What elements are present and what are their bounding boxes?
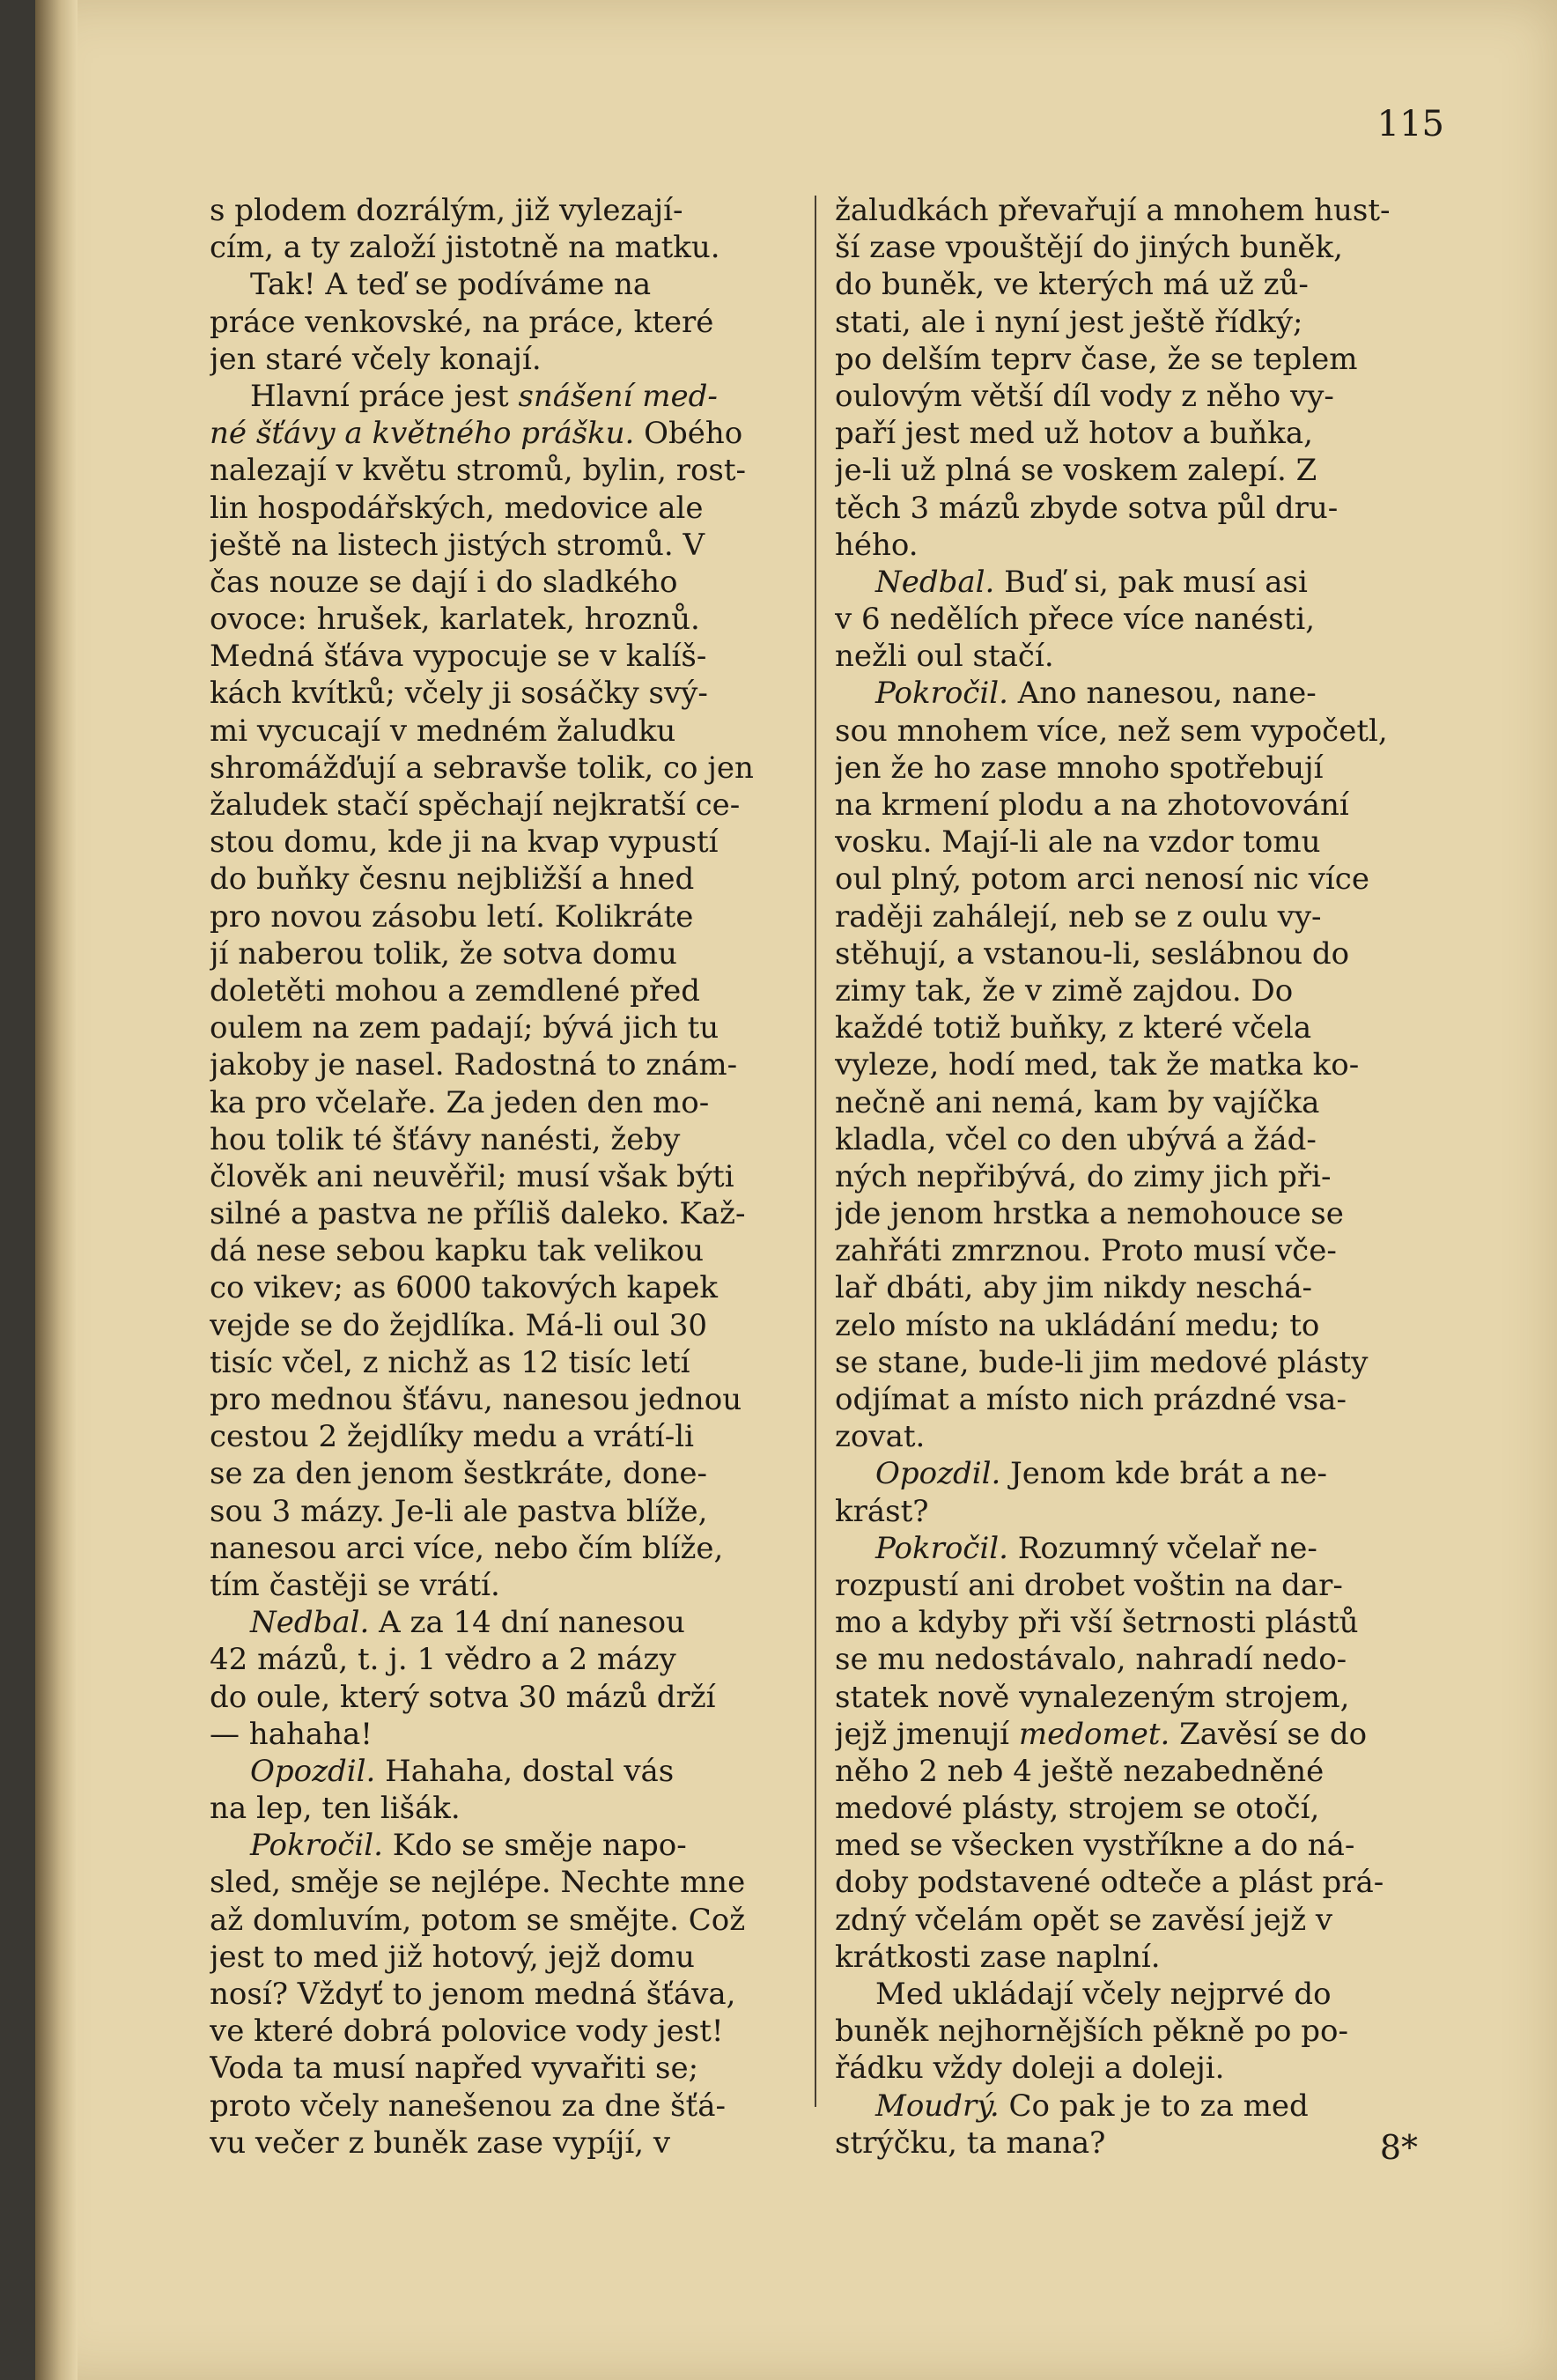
line-text: ných nepřibývá, do zimy jich při- bbox=[835, 1158, 1332, 1194]
line-text: každé totiž buňky, z které včela bbox=[835, 1010, 1312, 1046]
text-line bbox=[835, 2013, 1435, 2050]
line-text: tisíc včel, z nichž as 12 tisíc letí bbox=[210, 1344, 690, 1380]
italic-phrase: né šťávy a květného prášku. bbox=[210, 416, 635, 452]
text-line bbox=[835, 1716, 1435, 1753]
line-text: zimy tak, že v zimě zajdou. Do bbox=[835, 972, 1294, 1009]
text-line bbox=[835, 341, 1435, 378]
line-text: hou tolik té šťávy nanésti, žeby bbox=[210, 1121, 681, 1157]
line-text: ší zase vpouštějí do jiných buněk, bbox=[835, 230, 1343, 266]
text-line bbox=[835, 2088, 1435, 2125]
text-line bbox=[835, 304, 1435, 341]
text-line bbox=[835, 1902, 1435, 1939]
text-line bbox=[835, 1046, 1435, 1083]
column-divider bbox=[815, 196, 816, 2107]
line-text: sou mnohem více, než sem vypočetl, bbox=[835, 713, 1388, 749]
line-text: dá nese sebou kapku tak velikou bbox=[210, 1233, 705, 1269]
line-text: medové plásty, strojem se otočí, bbox=[835, 1791, 1320, 1827]
line-text: sled, směje se nejlépe. Nechte mne bbox=[210, 1865, 746, 1901]
line-text: silné a pastva ne příliš daleko. Kaž- bbox=[210, 1196, 746, 1232]
line-text: lin hospodářských, medovice ale bbox=[210, 490, 704, 526]
line-text: nalezají v květu stromů, bylin, rost- bbox=[210, 453, 747, 489]
text-line bbox=[835, 1344, 1435, 1381]
text-line bbox=[210, 452, 798, 489]
line-text: oul plný, potom arci nenosí nic více bbox=[835, 861, 1369, 898]
line-text: Obého bbox=[634, 416, 743, 452]
line-text: jakoby je nasel. Radostná to znám- bbox=[210, 1047, 738, 1083]
text-line bbox=[835, 452, 1435, 489]
text-line bbox=[835, 1158, 1435, 1195]
text-line bbox=[210, 750, 798, 787]
text-line bbox=[835, 1864, 1435, 1901]
book-page bbox=[35, 0, 1557, 2380]
text-line bbox=[210, 1121, 798, 1158]
text-line bbox=[835, 787, 1435, 824]
text-line bbox=[210, 861, 798, 898]
line-text: v 6 nedělích přece více nanésti, bbox=[835, 602, 1315, 638]
text-line bbox=[835, 490, 1435, 527]
text-line bbox=[210, 1046, 798, 1083]
line-text: jen staré včely konají. bbox=[210, 341, 542, 377]
italic-phrase: Pokročil. bbox=[875, 676, 1008, 712]
text-line bbox=[835, 1121, 1435, 1158]
text-line bbox=[210, 1790, 798, 1827]
text-line bbox=[835, 415, 1435, 452]
line-text: krást? bbox=[835, 1493, 929, 1529]
text-line bbox=[210, 1195, 798, 1232]
text-line bbox=[835, 564, 1435, 601]
italic-phrase: Nedbal. bbox=[250, 1605, 370, 1641]
text-line bbox=[210, 1641, 798, 1678]
line-text: na lep, ten lišák. bbox=[210, 1791, 461, 1827]
text-line bbox=[210, 2050, 798, 2087]
text-line bbox=[210, 490, 798, 527]
text-line bbox=[210, 2013, 798, 2050]
line-text: Voda ta musí napřed vyvařiti se; bbox=[210, 2051, 699, 2087]
line-text: vyleze, hodí med, tak že matka ko- bbox=[835, 1047, 1360, 1083]
line-text: buněk nejhornějších pěkně po po- bbox=[835, 2014, 1348, 2050]
text-line bbox=[210, 1084, 798, 1121]
text-line bbox=[835, 1939, 1435, 1976]
text-line bbox=[835, 2050, 1435, 2087]
line-text: zahřáti zmrznou. Proto musí vče- bbox=[835, 1233, 1337, 1269]
line-text: A za 14 dní nanesou bbox=[369, 1605, 685, 1641]
line-text: cestou 2 žejdlíky medu a vrátí-li bbox=[210, 1419, 695, 1455]
text-line bbox=[210, 1530, 798, 1567]
italic-phrase: Opozdil. bbox=[875, 1456, 1001, 1492]
line-text: nosí? Vždyť to jenom medná šťáva, bbox=[210, 1977, 736, 2012]
right-column bbox=[835, 192, 1435, 2162]
line-text: zovat. bbox=[835, 1419, 926, 1455]
text-line bbox=[835, 1827, 1435, 1864]
text-line bbox=[210, 304, 798, 341]
signature-mark: 8* bbox=[1379, 2128, 1418, 2167]
text-line bbox=[835, 1381, 1435, 1418]
text-line bbox=[210, 527, 798, 564]
line-text: se za den jenom šestkráte, done- bbox=[210, 1456, 707, 1492]
line-text: na krmení plodu a na zhotovování bbox=[835, 787, 1349, 823]
text-line bbox=[210, 1158, 798, 1195]
line-text: zelo místo na ukládání medu; to bbox=[835, 1307, 1320, 1343]
line-text: stati, ale i nyní jest ještě řídký; bbox=[835, 304, 1303, 340]
line-text: stěhují, a vstanou-li, seslábnou do bbox=[835, 935, 1350, 972]
text-line bbox=[835, 1567, 1435, 1604]
line-text: Kdo se směje napo- bbox=[382, 1828, 687, 1864]
line-text: se stane, bude-li jim medové plásty bbox=[835, 1344, 1369, 1380]
line-text: jen že ho zase mnoho spotřebují bbox=[835, 750, 1324, 786]
text-line bbox=[835, 1753, 1435, 1790]
text-line bbox=[835, 266, 1435, 303]
line-text: Rozumný včelař ne- bbox=[1007, 1530, 1317, 1566]
line-text: lař dbáti, aby jim nikdy neschá- bbox=[835, 1270, 1312, 1306]
text-line bbox=[210, 229, 798, 266]
line-text: sou 3 mázy. Je-li ale pastva blíže, bbox=[210, 1493, 708, 1529]
text-line bbox=[210, 2125, 798, 2162]
text-line bbox=[210, 824, 798, 861]
text-line bbox=[835, 1976, 1435, 2013]
italic-phrase: Opozdil. bbox=[250, 1753, 376, 1789]
text-line bbox=[835, 1195, 1435, 1232]
line-text: mi vycucají v medném žaludku bbox=[210, 713, 676, 749]
line-text: Jenom kde brát a ne- bbox=[1000, 1456, 1327, 1492]
line-text: se mu nedostávalo, nahradí nedo- bbox=[835, 1642, 1347, 1678]
line-text: strýčku, ta mana? bbox=[835, 2125, 1106, 2161]
line-text: hého. bbox=[835, 527, 919, 563]
line-text: po delším teprv čase, že se teplem bbox=[835, 341, 1358, 377]
text-line bbox=[835, 527, 1435, 564]
text-line bbox=[210, 1344, 798, 1381]
italic-phrase: Pokročil. bbox=[875, 1530, 1008, 1566]
text-line bbox=[210, 1493, 798, 1530]
text-line bbox=[210, 1864, 798, 1901]
text-line bbox=[835, 638, 1435, 675]
text-line bbox=[835, 972, 1435, 1009]
text-line bbox=[835, 192, 1435, 229]
text-line bbox=[835, 750, 1435, 787]
text-line bbox=[210, 341, 798, 378]
line-text: rozpustí ani drobet voštin na dar- bbox=[835, 1567, 1343, 1603]
text-line bbox=[210, 1418, 798, 1455]
text-line bbox=[210, 1269, 798, 1306]
line-text: až domluvím, potom se smějte. Což bbox=[210, 1902, 746, 1938]
line-text: kách kvítků; včely ji sosáčky svý- bbox=[210, 676, 708, 712]
line-text: vejde se do žejdlíka. Má-li oul 30 bbox=[210, 1307, 708, 1343]
line-text: řádku vždy doleji a doleji. bbox=[835, 2051, 1225, 2087]
text-line bbox=[835, 601, 1435, 638]
line-text: ještě na listech jistých stromů. V bbox=[210, 527, 705, 563]
text-line bbox=[210, 2088, 798, 2125]
text-line bbox=[210, 266, 798, 303]
line-text: do oule, který sotva 30 mázů drží bbox=[210, 1679, 716, 1715]
line-text: Med ukládají včely nejprvé do bbox=[875, 1977, 1332, 2012]
line-text: vosku. Mají-li ale na vzdor tomu bbox=[835, 824, 1321, 861]
text-line bbox=[835, 229, 1435, 266]
text-line bbox=[210, 1939, 798, 1976]
line-text: pro mednou šťávu, nanesou jednou bbox=[210, 1382, 742, 1417]
text-line bbox=[210, 1307, 798, 1344]
line-text: Buď si, pak musí asi bbox=[994, 564, 1308, 600]
line-text: ka pro včelaře. Za jeden den mo- bbox=[210, 1084, 710, 1120]
line-text: statek nově vynalezeným strojem, bbox=[835, 1679, 1350, 1715]
italic-phrase: Pokročil. bbox=[250, 1828, 383, 1864]
line-text: paří jest med už hotov a buňka, bbox=[835, 416, 1313, 452]
line-text: krátkosti zase naplní. bbox=[835, 1939, 1161, 1975]
text-line bbox=[210, 638, 798, 675]
text-line bbox=[835, 1679, 1435, 1716]
text-line bbox=[210, 564, 798, 601]
text-line bbox=[835, 1790, 1435, 1827]
line-text: stou domu, kde ji na kvap vypustí bbox=[210, 824, 719, 861]
line-text: oulovým větší díl vody z něho vy- bbox=[835, 378, 1334, 414]
italic-phrase: Moudrý. bbox=[875, 2088, 1000, 2124]
line-text: co vikev; as 6000 takových kapek bbox=[210, 1270, 718, 1306]
left-column bbox=[210, 192, 798, 2162]
italic-phrase: Nedbal. bbox=[875, 564, 995, 600]
text-line bbox=[835, 675, 1435, 712]
line-text: jest to med již hotový, jejž domu bbox=[210, 1939, 695, 1975]
line-text: kladla, včel co den ubývá a žád- bbox=[835, 1121, 1317, 1157]
line-text: doby podstavené odteče a plást prá- bbox=[835, 1865, 1384, 1901]
text-line bbox=[210, 675, 798, 712]
text-line bbox=[210, 898, 798, 935]
text-line bbox=[210, 1455, 798, 1492]
text-line bbox=[210, 935, 798, 972]
text-line bbox=[210, 1009, 798, 1046]
text-line bbox=[835, 935, 1435, 972]
italic-phrase: snášení med- bbox=[518, 378, 718, 414]
text-line bbox=[835, 1269, 1435, 1306]
text-line bbox=[210, 415, 798, 452]
line-text: do buňky česnu nejbližší a hned bbox=[210, 861, 695, 898]
line-text: proto včely nanešenou za dne šťá- bbox=[210, 2088, 726, 2124]
text-line bbox=[210, 1679, 798, 1716]
line-text: doletěti mohou a zemdlené před bbox=[210, 972, 700, 1009]
text-line bbox=[835, 1307, 1435, 1344]
text-line bbox=[835, 1604, 1435, 1641]
line-text: Medná šťáva vypocuje se v kalíš- bbox=[210, 639, 707, 675]
text-line bbox=[210, 713, 798, 750]
line-text: Hahaha, dostal vás bbox=[375, 1753, 675, 1789]
text-line bbox=[210, 1604, 798, 1641]
line-text: zdný včelám opět se zavěsí jejž v bbox=[835, 1902, 1333, 1938]
line-text: tím častěji se vrátí. bbox=[210, 1567, 500, 1603]
text-line bbox=[210, 1716, 798, 1753]
page-number: 115 bbox=[1376, 104, 1444, 144]
text-line bbox=[835, 1232, 1435, 1269]
text-line bbox=[210, 378, 798, 415]
text-line bbox=[210, 972, 798, 1009]
text-line bbox=[210, 1976, 798, 2013]
text-line bbox=[210, 787, 798, 824]
line-text: Tak! A teď se podíváme na bbox=[250, 267, 652, 303]
line-text: vu večer z buněk zase vypíjí, v bbox=[210, 2125, 671, 2161]
text-line bbox=[835, 1084, 1435, 1121]
text-line bbox=[210, 1827, 798, 1864]
text-line bbox=[835, 1493, 1435, 1530]
page-spine bbox=[35, 0, 77, 2380]
text-line bbox=[835, 1418, 1435, 1455]
line-text: ve které dobrá polovice vody jest! bbox=[210, 2014, 724, 2050]
line-text: jí naberou tolik, že sotva domu bbox=[210, 935, 677, 972]
line-text: člověk ani neuvěřil; musí však býti bbox=[210, 1158, 734, 1194]
line-text: 42 mázů, t. j. 1 vědro a 2 mázy bbox=[210, 1642, 676, 1678]
text-line bbox=[210, 192, 798, 229]
text-line bbox=[835, 378, 1435, 415]
line-text: mo a kdyby při vší šetrnosti plástů bbox=[835, 1605, 1359, 1641]
text-line bbox=[210, 601, 798, 638]
text-line bbox=[210, 1902, 798, 1939]
line-text: nežli oul stačí. bbox=[835, 639, 1054, 675]
line-text: raději zahálejí, neb se z oulu vy- bbox=[835, 898, 1322, 935]
italic-phrase: medomet. bbox=[1018, 1716, 1170, 1752]
text-line bbox=[210, 1753, 798, 1790]
line-text: Hlavní práce jest bbox=[250, 378, 519, 414]
text-line bbox=[835, 824, 1435, 861]
text-line bbox=[835, 1641, 1435, 1678]
line-text: jejž jmenují bbox=[835, 1716, 1019, 1752]
line-text: Ano nanesou, nane- bbox=[1007, 676, 1317, 712]
text-line bbox=[835, 898, 1435, 935]
line-text: je-li už plná se voskem zalepí. Z bbox=[835, 453, 1317, 489]
line-text: práce venkovské, na práce, které bbox=[210, 304, 714, 340]
text-line bbox=[835, 1455, 1435, 1492]
line-text: odjímat a místo nich prázdné vsa- bbox=[835, 1382, 1347, 1417]
line-text: žaludek stačí spěchají nejkratší ce- bbox=[210, 787, 741, 823]
text-line bbox=[835, 1009, 1435, 1046]
text-line bbox=[835, 861, 1435, 898]
line-text: něho 2 neb 4 ještě nezabedněné bbox=[835, 1753, 1325, 1789]
text-line bbox=[210, 1567, 798, 1604]
text-line bbox=[835, 1530, 1435, 1567]
line-text: jde jenom hrstka a nemohouce se bbox=[835, 1196, 1344, 1232]
line-text: žaludkách převařují a mnohem hust- bbox=[835, 193, 1391, 228]
line-text: Zavěsí se do bbox=[1170, 1716, 1368, 1752]
line-text: nečně ani nemá, kam by vajíčka bbox=[835, 1084, 1320, 1120]
line-text: s plodem dozrálým, již vylezají- bbox=[210, 193, 683, 228]
line-text: oulem na zem padají; bývá jich tu bbox=[210, 1010, 719, 1046]
line-text: pro novou zásobu letí. Kolikráte bbox=[210, 898, 694, 935]
line-text: cím, a ty založí jistotně na matku. bbox=[210, 230, 720, 266]
line-text: čas nouze se dají i do sladkého bbox=[210, 564, 678, 600]
line-text: Co pak je to za med bbox=[999, 2088, 1309, 2124]
line-text: shromážďují a sebravše tolik, co jen bbox=[210, 750, 754, 786]
line-text: — hahaha! bbox=[210, 1716, 373, 1752]
text-line bbox=[210, 1381, 798, 1418]
text-line bbox=[210, 1232, 798, 1269]
line-text: med se všecken vystříkne a do ná- bbox=[835, 1828, 1355, 1864]
line-text: těch 3 mázů zbyde sotva půl dru- bbox=[835, 490, 1339, 526]
line-text: nanesou arci více, nebo čím blíže, bbox=[210, 1530, 724, 1566]
line-text: do buněk, ve kterých má už zů- bbox=[835, 267, 1309, 303]
line-text: ovoce: hrušek, karlatek, hroznů. bbox=[210, 602, 700, 638]
text-line bbox=[835, 713, 1435, 750]
